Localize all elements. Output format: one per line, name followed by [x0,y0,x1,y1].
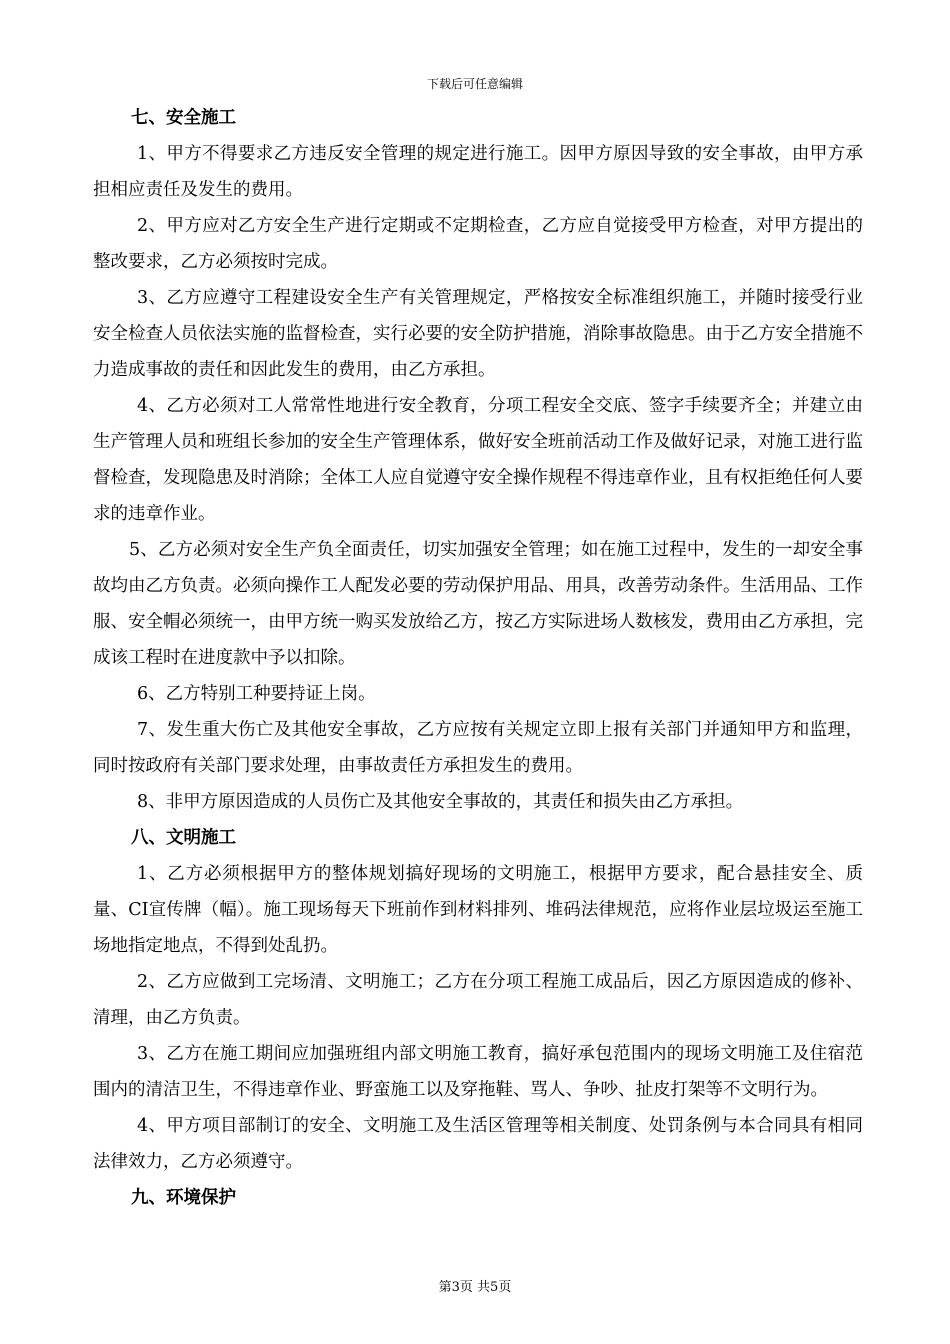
safety-clause-3: 3、乙方应遵守工程建设安全生产有关管理规定，严格按安全标准组织施工，并随时接受行业安全检查人员依法实施的监督检查，实行必要的安全防护措施，消除事故隐患。由于乙方安全措施不力造成事故的责任和因此发生的费用，由乙方承担。 [93,288,863,380]
safety-clause-1: 1、甲方不得要求乙方违反安全管理的规定进行施工。因甲方原因导致的安全事故，由甲方承担相应责任及发生的费用。 [93,144,863,200]
civilized-clause-4: 4、甲方项目部制订的安全、文明施工及生活区管理等相关制度、处罚条例与本合同具有相同法律效力，乙方必须遵守。 [93,1116,863,1172]
safety-clause-4: 4、乙方必须对工人常常性地进行安全教育，分项工程安全交底、签字手续要齐全；并建立由生产管理人员和班组长参加的安全生产管理体系，做好安全班前活动工作及做好记录，对施工进行监督检查，发现隐患及时消除；全体工人应自觉遵守安全操作规程不得违章作业，且有权拒绝任何人要求的违章作业。 [93,396,863,524]
section-heading-civilized: 八、文明施工 [131,828,236,848]
document-body [93,100,863,1216]
safety-clause-8: 8、非甲方原因造成的人员伤亡及其他安全事故的，其责任和损失由乙方承担。 [137,792,744,812]
section-heading-environment: 九、环境保护 [131,1188,236,1208]
safety-clause-5: 5、乙方必须对安全生产负全面责任，切实加强安全管理；如在施工过程中，发生的一却安全事故均由乙方负责。必须向操作工人配发必要的劳动保护用品、用具，改善劳动条件。生活用品、工作服、安全帽必须统一，由甲方统一购买发放给乙方，按乙方实际进场人数核发，费用由乙方承担，完成该工程时在进度款中予以扣除。 [93,540,863,668]
civilized-clause-1: 1、乙方必须根据甲方的整体规划搞好现场的文明施工，根据甲方要求，配合悬挂安全、质量、CI宣传牌（幅）。施工现场每天下班前作到材料排列、堆码法律规范，应将作业层垃圾运至施工场地指定地点，不得到处乱扔。 [93,864,863,956]
safety-clause-2: 2、甲方应对乙方安全生产进行定期或不定期检查，乙方应自觉接受甲方检查，对甲方提出的整改要求，乙方必须按时完成。 [93,216,863,272]
section-heading-safety: 七、安全施工 [131,108,236,128]
page-header-note: 下载后可任意编辑 [426,77,523,91]
safety-clause-7: 7、发生重大伤亡及其他安全事故，乙方应按有关规定立即上报有关部门并通知甲方和监理，同时按政府有关部门要求处理，由事故责任方承担发生的费用。 [93,720,863,776]
civilized-clause-3: 3、乙方在施工期间应加强班组内部文明施工教育，搞好承包范围内的现场文明施工及住宿范围内的清洁卫生，不得违章作业、野蛮施工以及穿拖鞋、骂人、争吵、扯皮打架等不文明行为。 [93,1044,863,1100]
civilized-clause-2: 2、乙方应做到工完场清、文明施工；乙方在分项工程施工成品后，因乙方原因造成的修补、清理，由乙方负责。 [93,972,863,1028]
safety-clause-6: 6、乙方特别工种要持证上岗。 [137,684,376,704]
page-number: 第3页 共5页 [438,1280,512,1295]
